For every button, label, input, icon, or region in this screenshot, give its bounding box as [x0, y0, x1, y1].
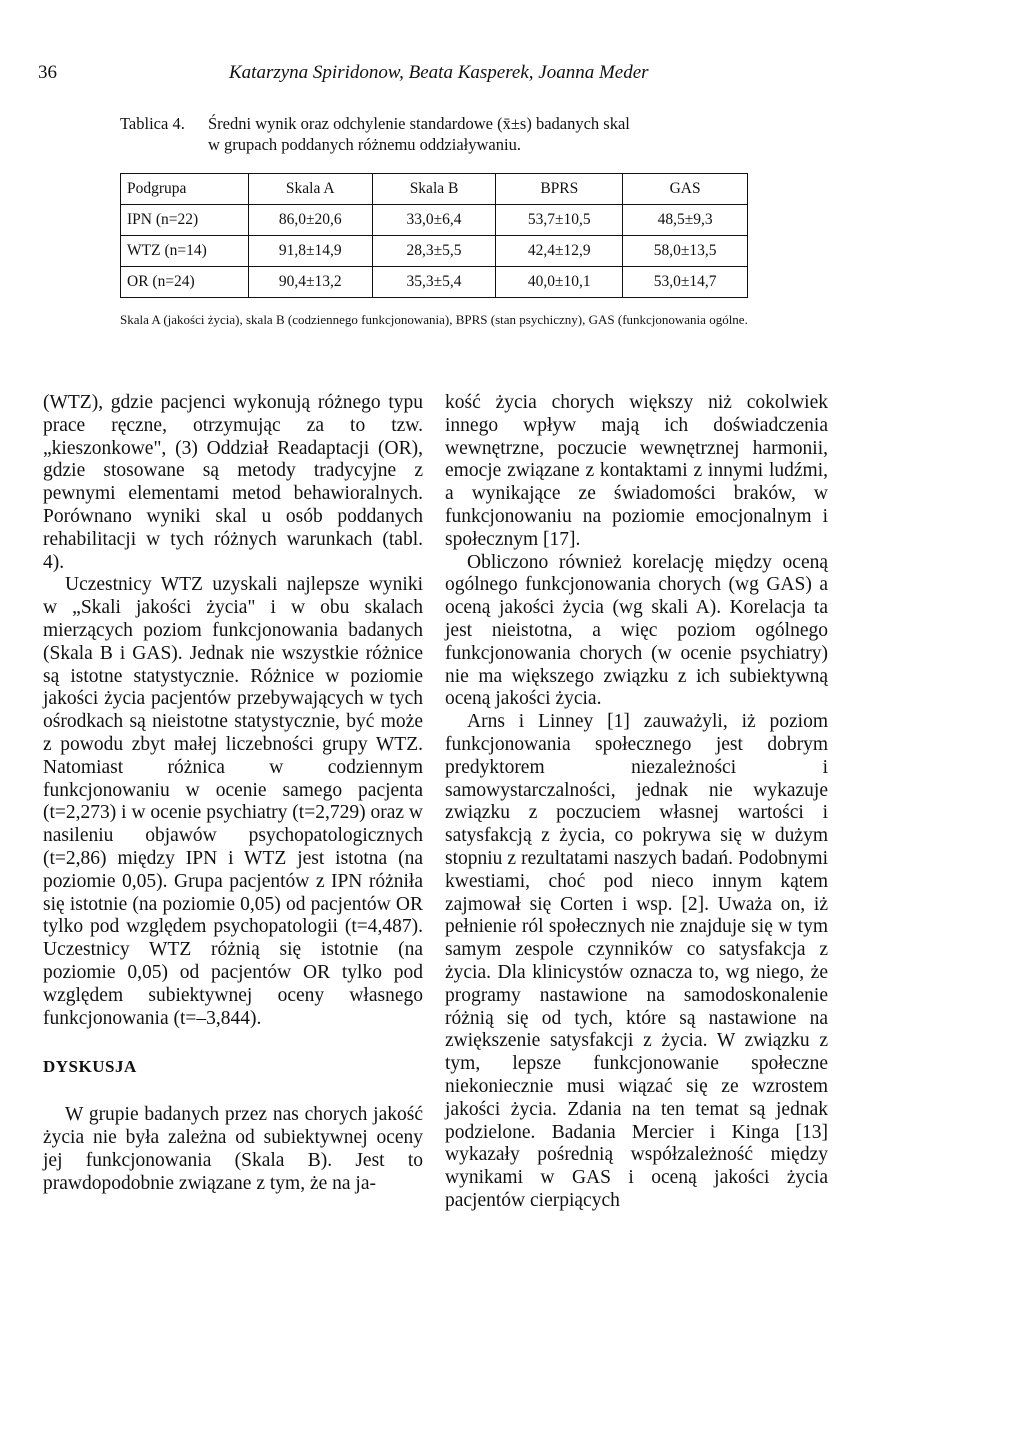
table-caption-line2: w grupach poddanych różnemu oddziaływaniu. — [208, 135, 521, 154]
table-cell: 28,3±5,5 — [372, 236, 496, 267]
table-cell: 86,0±20,6 — [248, 205, 372, 236]
body-paragraph: Arns i Linney [1] zauważyli, iż poziom funkcjonowania społecznego jest dobrym predyktorem niezależności i samowystarczalności, jednak nie wykazuje związku z poczuciem własnej wartości i satysfakcją z życia, co pokrywa się w dużym stopniu z rezultatami naszych badań. Podobnymi kwestiami, choć pod nieco innym kątem zajmował się Corten i wsp. [2]. Uważa on, iż pełnienie ról społecznych nie znajduje się w tym samym zespole czynników co satysfakcja z życia. Dla klinicystów oznacza to, wg niego, że programy nastawione na samodoskonalenie różnią się od tych, które są nastawione na zwiększenie satysfakcji z życia. W związku z tym, lepsze funkcjonowanie społeczne niekoniecznie musi wiązać się ze wzrostem jakości życia. Zdania na ten temat są jednak podzielone. Badania Mercier i Kinga [13] wykazały pośrednią współzależność między wynikami w GAS i oceną jakości życia pacjentów cierpiących — [445, 711, 828, 1211]
body-paragraph: (WTZ), gdzie pacjenci wykonują różnego typu prace ręczne, otrzymując za to tzw. „kieszonkowe", (3) Oddział Readaptacji (OR), gdzie stosowane są metody tradycyjne z pewnymi elementami metod behawioralnych. Porównano wyniki skal u osób poddanych rehabilitacji w tych różnych warunkach (tabl. 4). — [43, 392, 423, 573]
body-paragraph: W grupie badanych przez nas chorych jakość życia nie była zależna od subiektywnej oceny jej funkcjonowania (Skala B). Jest to prawdopodobnie związane z tym, że na ja- — [43, 1104, 423, 1194]
table-cell: 53,7±10,5 — [496, 205, 623, 236]
table-cell: 42,4±12,9 — [496, 236, 623, 267]
table-cell: 90,4±13,2 — [248, 267, 372, 298]
table-cell: 53,0±14,7 — [623, 267, 748, 298]
table-row — [121, 205, 748, 236]
table-caption-label: Tablica 4. — [120, 114, 185, 133]
table-header-row — [121, 174, 748, 205]
page-number: 36 — [38, 62, 57, 83]
right-text-column — [445, 392, 828, 1213]
body-paragraph: kość życia chorych większy niż cokolwiek innego wpływ mają ich doświadczenia wewnętrzne, poczucie wewnętrznej harmonii, emocje związane z kontaktami z innymi ludźmi, a wynikające ze świadomości braków, w funkcjonowaniu na poziomie emocjonalnym i społecznym [17]. — [445, 392, 828, 550]
results-table — [120, 173, 748, 298]
section-heading: DYSKUSJA — [43, 1057, 137, 1077]
table-caption — [120, 113, 770, 155]
table-cell: 33,0±6,4 — [372, 205, 496, 236]
body-paragraph: Obliczono również korelację między oceną ogólnego funkcjonowania chorych (wg GAS) a oceną jakości życia (wg skali A). Korelacja ta jest nieistotna, a więc poziom ogólnego funkcjonowania chorych (w ocenie psychiatry) nie ma większego związku z ich subiektywną oceną jakości życia. — [445, 551, 828, 710]
table-caption-line1: Średni wynik oraz odchylenie standardowe (x̄±s) badanych skal — [208, 114, 630, 133]
table-cell: WTZ (n=14) — [121, 236, 249, 267]
table-row — [121, 236, 748, 267]
table-cell: 48,5±9,3 — [623, 205, 748, 236]
left-text-column — [43, 392, 423, 1195]
table-row — [121, 267, 748, 298]
table-cell: 40,0±10,1 — [496, 267, 623, 298]
table-cell: OR (n=24) — [121, 267, 249, 298]
body-paragraph: Uczestnicy WTZ uzyskali najlepsze wyniki w „Skali jakości życia" i w obu skalach mierzących poziom funkcjonowania badanych (Skala B i GAS). Jednak nie wszystkie różnice są istotne statystycznie. Różnice w poziomie jakości życia pacjentów przebywających w tych ośrodkach są nieistotne statystycznie, być może z powodu zbyt małej liczebności grupy WTZ. Natomiast różnica w codziennym funkcjonowaniu w ocenie samego pacjenta (t=2,273) i w ocenie psychiatry (t=2,729) oraz w nasileniu objawów psychopatologicznych (t=2,86) między IPN i WTZ jest istotna (na poziomie 0,05). Grupa pacjentów z IPN różniła się istotnie (na poziomie 0,05) od pacjentów OR tylko pod względem psychopatologii (t=4,487). Uczestnicy WTZ różnią się istotnie (na poziomie 0,05) od pacjentów OR tylko pod względem subiektywnej oceny własnego funkcjonowania (t=–3,844). — [43, 574, 423, 1029]
table-header-cell: Skala A — [248, 174, 372, 205]
table-header-cell: Skala B — [372, 174, 496, 205]
table-cell: 58,0±13,5 — [623, 236, 748, 267]
table-footnote: Skala A (jakości życia), skala B (codziennego funkcjonowania), BPRS (stan psychiczny), GAS (funkcjonowania ogólne. — [120, 312, 748, 327]
table-cell: 35,3±5,4 — [372, 267, 496, 298]
table-header-cell: Podgrupa — [121, 174, 249, 205]
table-cell: 91,8±14,9 — [248, 236, 372, 267]
table-header-cell: BPRS — [496, 174, 623, 205]
table-header-cell: GAS — [623, 174, 748, 205]
running-head: Katarzyna Spiridonow, Beata Kasperek, Joanna Meder — [229, 62, 649, 83]
table-cell: IPN (n=22) — [121, 205, 249, 236]
